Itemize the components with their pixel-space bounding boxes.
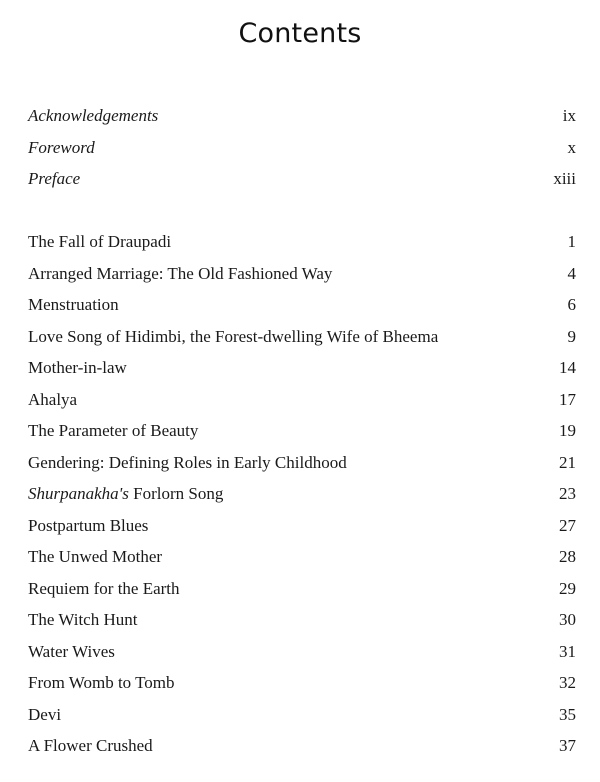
- toc-entry-label: Water Wives: [28, 641, 115, 661]
- toc-entry[interactable]: [28, 478, 576, 510]
- toc-entry-page: 19: [559, 421, 576, 440]
- toc-entry-label: The Parameter of Beauty: [28, 421, 199, 440]
- toc-entry-page: 14: [559, 358, 576, 377]
- toc-entry-label: Foreword: [28, 137, 95, 157]
- toc-entry-page: xiii: [553, 169, 576, 188]
- toc-entry-label: The Fall of Draupadi: [28, 232, 172, 251]
- toc-entry[interactable]: [28, 510, 576, 542]
- toc-entry-label: Love Song of Hidimbi, the Forest-dwelling Wife of Bheema: [28, 326, 439, 346]
- toc-entry[interactable]: [28, 289, 576, 321]
- toc-entry-foreword[interactable]: [28, 132, 576, 164]
- toc-entry-page: 21: [559, 452, 576, 472]
- toc-entry[interactable]: [28, 573, 576, 605]
- toc-entry-label: A Flower Crushed: [28, 736, 153, 755]
- toc-entry-label: Preface: [28, 169, 81, 188]
- toc-entry-page: 30: [559, 610, 576, 629]
- toc-entry-label-rest: Forlorn Song: [128, 484, 224, 503]
- front-matter-list: [28, 100, 576, 195]
- toc-entry[interactable]: [28, 384, 576, 416]
- toc-entry-page: 28: [559, 547, 576, 566]
- toc-entry[interactable]: [28, 541, 576, 573]
- toc-entry[interactable]: [28, 258, 576, 290]
- toc-entry[interactable]: [28, 604, 576, 636]
- toc-entry-label: Acknowledgements: [28, 106, 159, 125]
- toc-entry-page: 6: [567, 295, 576, 314]
- toc-entry-page: x: [567, 137, 576, 157]
- toc-entry-label: Menstruation: [28, 295, 119, 314]
- toc-entry-page: 1: [567, 232, 576, 251]
- toc-entry-preface[interactable]: [28, 163, 576, 195]
- toc-entry[interactable]: [28, 415, 576, 447]
- toc-entry-label: Postpartum Blues: [28, 515, 149, 535]
- toc-entry-label: The Unwed Mother: [28, 547, 163, 566]
- toc-entry-page: 29: [559, 578, 576, 598]
- toc-entry[interactable]: [28, 667, 576, 699]
- toc-entry[interactable]: [28, 699, 576, 731]
- toc-entry-label-italic: Shurpanakha's: [28, 484, 129, 503]
- toc-entry-page: 27: [559, 515, 576, 535]
- toc-entry-label: The Witch Hunt: [28, 610, 138, 629]
- toc-entry-page: 17: [559, 389, 576, 409]
- toc-entry[interactable]: [28, 352, 576, 384]
- toc-entry-page: 35: [559, 704, 576, 724]
- toc-entry[interactable]: [28, 636, 576, 668]
- page-title: Contents: [238, 18, 362, 49]
- toc-entry-page: 9: [567, 326, 576, 346]
- toc-entry-page: 4: [567, 263, 576, 283]
- toc-entry[interactable]: [28, 321, 576, 353]
- toc-entry-page: 32: [559, 673, 576, 692]
- toc-entry-page: 31: [559, 641, 576, 661]
- toc-entry[interactable]: [28, 447, 576, 479]
- chapter-list: [28, 226, 576, 762]
- toc-entry[interactable]: [28, 730, 576, 762]
- toc-entry-label: Ahalya: [28, 389, 78, 409]
- toc-entry-label: Gendering: Defining Roles in Early Childhood: [28, 452, 347, 472]
- toc-entry-label: Arranged Marriage: The Old Fashioned Way: [28, 263, 333, 283]
- toc-entry-label: Mother-in-law: [28, 358, 127, 377]
- toc-entry-label: Devi: [28, 704, 62, 724]
- toc-entry-page: 37: [559, 736, 576, 755]
- toc-entry[interactable]: [28, 226, 576, 258]
- toc-entry-label: [28, 478, 223, 510]
- toc-entry-page: 23: [559, 484, 576, 503]
- toc-entry-label: Requiem for the Earth: [28, 578, 180, 598]
- toc-entry-label: From Womb to Tomb: [28, 673, 175, 692]
- toc-entry-acknowledgements[interactable]: [28, 100, 576, 132]
- toc-entry-page: ix: [562, 106, 576, 125]
